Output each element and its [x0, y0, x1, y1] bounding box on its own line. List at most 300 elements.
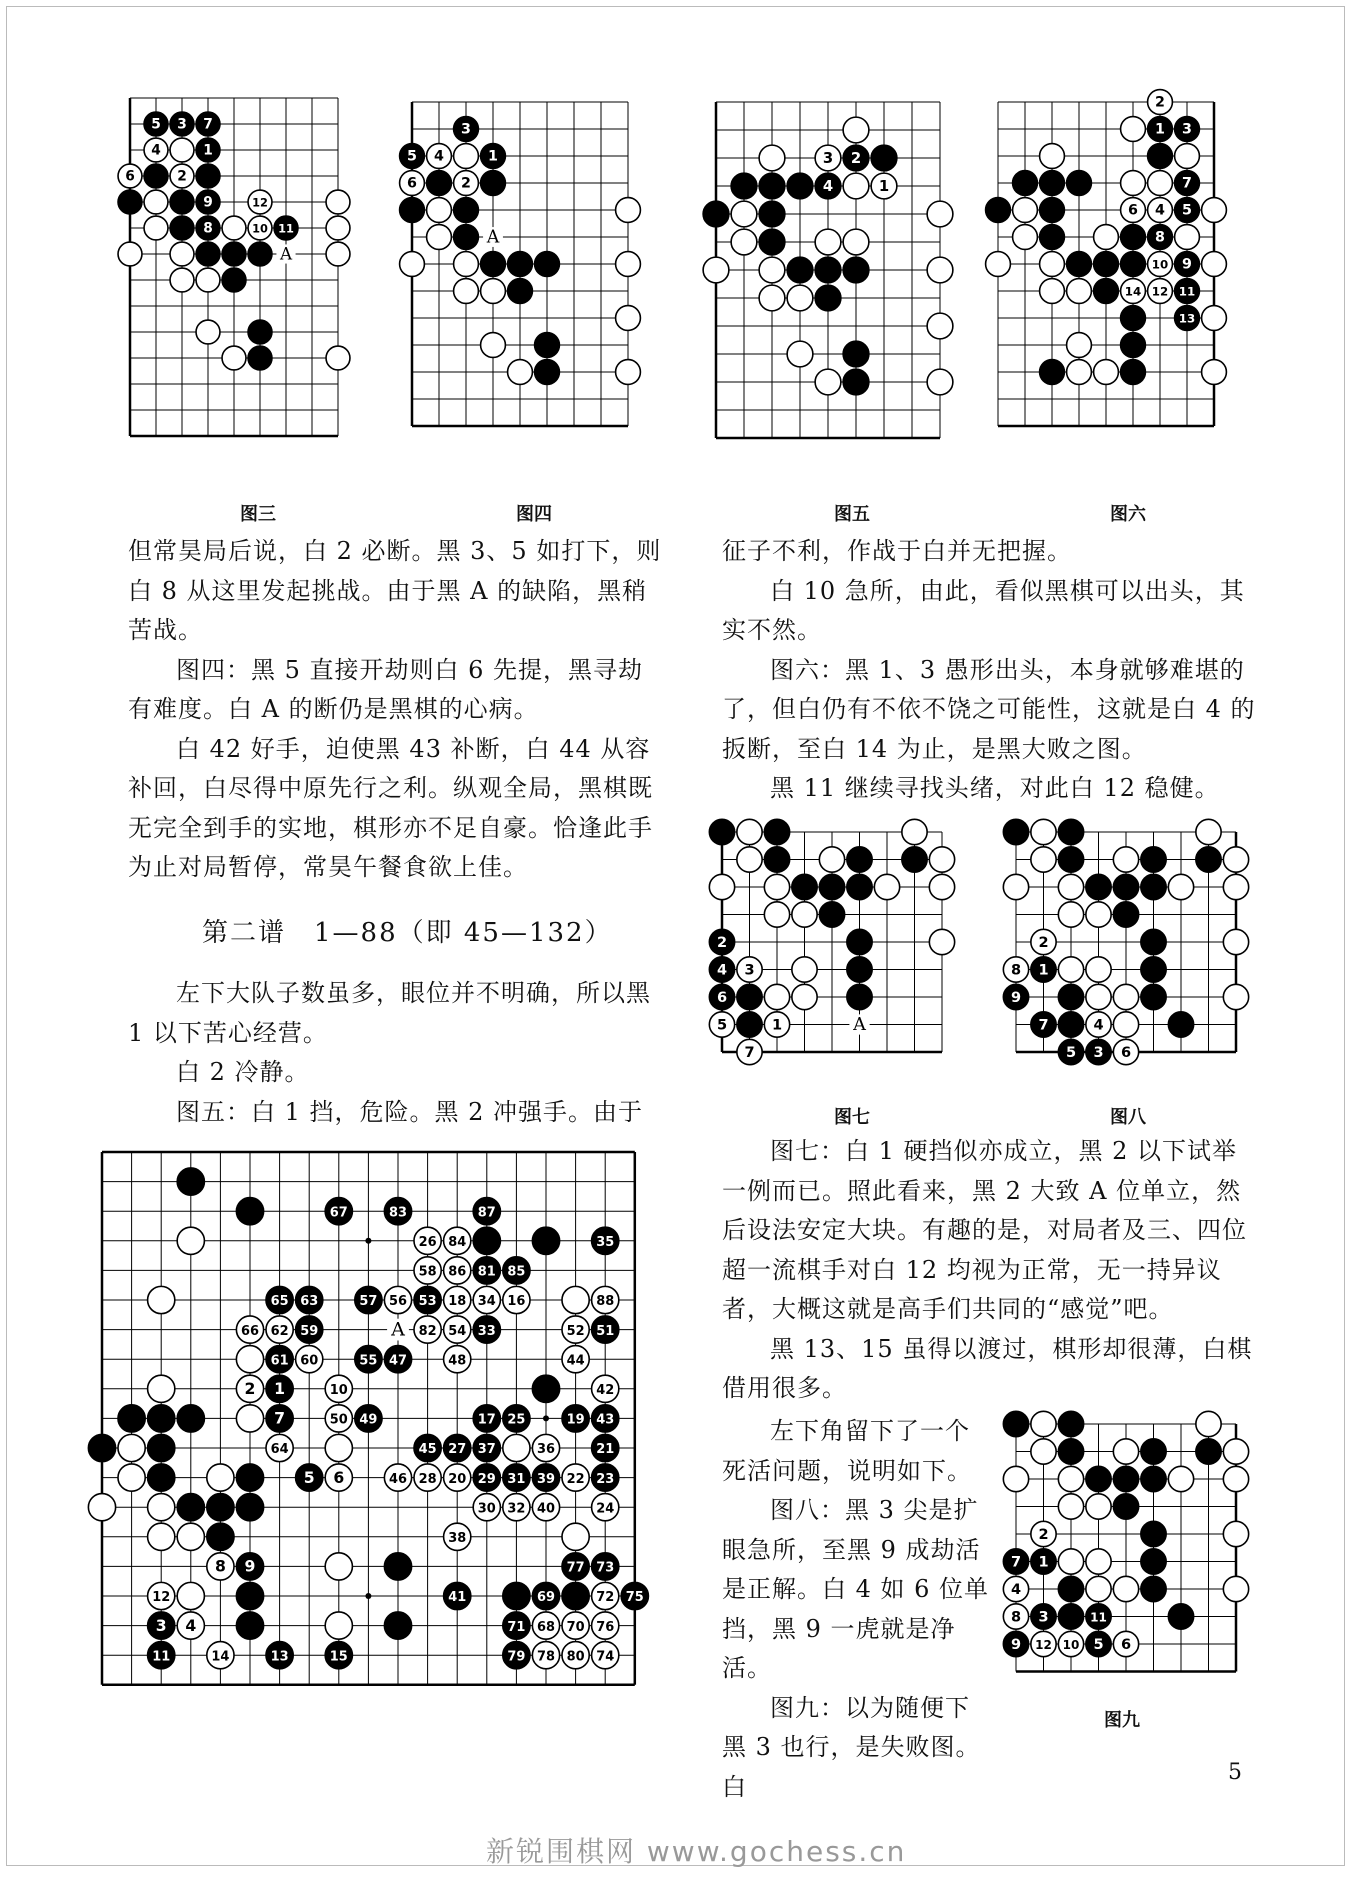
move-number: 8 — [214, 1556, 226, 1576]
move-number: 82 — [418, 1323, 437, 1339]
black-stone — [1058, 1604, 1083, 1629]
white-stone — [1067, 333, 1092, 358]
black-stone — [1141, 1521, 1166, 1546]
white-stone — [731, 201, 757, 227]
move-number: 15 — [329, 1649, 348, 1665]
black-stone — [847, 957, 872, 982]
move-number: 6 — [407, 175, 417, 192]
move-number: 72 — [596, 1590, 615, 1606]
move-number: 10 — [252, 221, 268, 236]
move-number: 3 — [1182, 121, 1192, 138]
white-stone — [616, 252, 641, 277]
black-stone — [384, 1553, 411, 1580]
move-number: 63 — [300, 1294, 319, 1310]
white-stone — [1223, 874, 1248, 899]
black-stone — [1121, 252, 1146, 277]
white-stone — [1168, 1466, 1193, 1491]
white-stone — [927, 369, 953, 395]
watermark: 新锐围棋网 www.gochess.cn — [486, 1835, 907, 1868]
black-stone — [1141, 957, 1166, 982]
move-number: 7 — [744, 1044, 755, 1061]
move-number: 78 — [537, 1649, 555, 1665]
white-stone — [927, 257, 953, 283]
white-stone — [118, 1464, 145, 1491]
black-stone — [787, 173, 813, 199]
move-number: 1 — [878, 177, 890, 195]
move-number: 5 — [716, 1017, 728, 1034]
black-stone — [1121, 333, 1146, 358]
paragraph: 征子不利，作战于白并无把握。 — [722, 537, 1072, 565]
move-number: 46 — [389, 1471, 407, 1487]
move-number: 4 — [716, 962, 728, 979]
move-number: 12 — [152, 1590, 171, 1606]
black-stone — [1121, 360, 1146, 385]
move-number: 11 — [278, 221, 294, 236]
black-stone — [508, 252, 533, 277]
paragraph: 图四：黑 5 直接开劫则白 6 先提，黑寻劫有难度。白 A 的断仍是黑棋的心病。 — [128, 655, 644, 723]
black-stone — [481, 171, 506, 196]
white-stone — [792, 957, 817, 982]
black-stone — [1141, 874, 1166, 899]
move-number: 84 — [448, 1234, 467, 1250]
move-number: 9 — [203, 194, 213, 211]
white-stone — [118, 1434, 145, 1461]
move-number: 3 — [822, 149, 834, 167]
move-number: 44 — [566, 1353, 585, 1369]
move-number: 9 — [1010, 1636, 1022, 1653]
black-stone — [1121, 306, 1146, 331]
white-stone — [1094, 360, 1119, 385]
caption-fig6: 图六 — [1110, 504, 1146, 525]
white-stone — [1223, 929, 1248, 954]
black-stone — [1040, 171, 1065, 196]
white-stone — [196, 268, 220, 292]
move-number: 9 — [244, 1556, 256, 1576]
move-number: 22 — [566, 1471, 585, 1487]
black-stone — [1058, 984, 1083, 1009]
white-stone — [986, 252, 1011, 277]
black-stone — [815, 285, 841, 311]
white-stone — [1058, 957, 1083, 982]
black-stone — [503, 1582, 530, 1609]
white-stone — [1067, 279, 1092, 304]
black-stone — [248, 320, 272, 344]
white-stone — [709, 874, 734, 899]
black-stone — [1148, 144, 1173, 169]
move-number: 30 — [477, 1501, 496, 1517]
move-number: 7 — [274, 1408, 286, 1428]
black-stone — [847, 874, 872, 899]
move-number: 88 — [596, 1294, 615, 1310]
move-number: 79 — [507, 1649, 526, 1665]
white-stone — [815, 369, 841, 395]
move-number: 5 — [1065, 1044, 1077, 1061]
white-stone — [792, 984, 817, 1009]
white-stone — [1013, 225, 1038, 250]
black-stone — [1058, 819, 1083, 844]
black-stone — [843, 257, 869, 283]
white-stone — [1013, 198, 1038, 223]
paragraph: 图六：黑 1、3 愚形出头，本身就够难堪的了，但白仍有不依不饶之可能性，这就是白 4 的扳断，至白 14 为止，是黑大败之图。 — [722, 655, 1256, 763]
left-column-upper — [128, 532, 668, 888]
move-number: 3 — [1038, 1609, 1049, 1626]
move-number: 24 — [596, 1501, 615, 1517]
move-number: 49 — [359, 1412, 378, 1428]
move-number: 28 — [418, 1471, 437, 1487]
white-stone — [325, 1553, 352, 1580]
white-stone — [1196, 1411, 1221, 1436]
paragraph: 白 10 急所，由此，看似黑棋可以出头，其实不然。 — [722, 576, 1245, 644]
black-stone — [871, 145, 897, 171]
point-label: A — [486, 227, 500, 248]
white-stone — [819, 847, 844, 872]
move-number: 7 — [203, 116, 213, 133]
black-stone — [1141, 929, 1166, 954]
move-number: 14 — [211, 1649, 230, 1665]
black-stone — [88, 1434, 115, 1461]
white-stone — [148, 1286, 175, 1313]
move-number: 2 — [716, 934, 728, 951]
move-number: 1 — [771, 1017, 783, 1034]
white-stone — [1113, 1576, 1138, 1601]
move-number: 4 — [1093, 1017, 1104, 1034]
go-diagram-fig7 — [708, 818, 966, 1068]
move-number: 5 — [151, 116, 161, 133]
text-line: 黑 3 也行，是失败图。白 — [722, 1733, 981, 1801]
caption-fig3: 图三 — [240, 504, 276, 525]
black-stone — [815, 257, 841, 283]
move-number: 4 — [185, 1615, 197, 1635]
white-stone — [207, 1464, 234, 1491]
white-stone — [1113, 1012, 1138, 1037]
text-line: 左下角留下了一个 — [770, 1417, 970, 1445]
black-stone — [1113, 874, 1138, 899]
black-stone — [236, 1582, 263, 1609]
black-stone — [759, 229, 785, 255]
black-stone — [177, 1405, 204, 1432]
go-diagram-fig8 — [1000, 818, 1258, 1068]
move-number: 10 — [1062, 1637, 1080, 1652]
white-stone — [508, 360, 533, 385]
move-number: 6 — [1128, 202, 1138, 219]
white-stone — [144, 190, 168, 214]
black-stone — [170, 190, 194, 214]
black-stone — [847, 847, 872, 872]
move-number: 86 — [448, 1264, 467, 1280]
white-stone — [170, 268, 194, 292]
black-stone — [1094, 279, 1119, 304]
page-number: 5 — [1228, 1760, 1242, 1785]
move-number: 36 — [537, 1442, 555, 1458]
black-stone — [1013, 171, 1038, 196]
move-number: 7 — [1010, 1554, 1022, 1571]
move-number: 56 — [389, 1294, 407, 1310]
white-stone — [787, 285, 813, 311]
move-number: 27 — [448, 1442, 467, 1458]
black-stone — [1058, 847, 1083, 872]
move-number: 8 — [1010, 1609, 1022, 1626]
black-stone — [1058, 1576, 1083, 1601]
white-stone — [1223, 984, 1248, 1009]
move-number: 5 — [1093, 1636, 1104, 1653]
white-stone — [759, 257, 785, 283]
move-number: 64 — [270, 1442, 289, 1458]
move-number: 5 — [1182, 202, 1192, 219]
white-stone — [815, 229, 841, 255]
go-diagram-fig9 — [1002, 1410, 1258, 1672]
go-diagram-fig4 — [402, 96, 654, 454]
black-stone — [1141, 1466, 1166, 1491]
white-stone — [1121, 171, 1146, 196]
move-number: 4 — [151, 142, 161, 159]
black-stone — [986, 198, 1011, 223]
black-stone — [144, 164, 168, 188]
left-column-lower — [128, 974, 668, 1132]
go-diagram-fig6 — [984, 96, 1234, 454]
move-number: 6 — [333, 1467, 345, 1487]
move-number: 12 — [1151, 284, 1169, 299]
text-line: 图九：以为随便下 — [770, 1693, 970, 1722]
black-stone — [737, 1012, 762, 1037]
black-stone — [1141, 1549, 1166, 1574]
white-stone — [703, 257, 729, 283]
black-stone — [847, 984, 872, 1009]
white-stone — [1113, 847, 1138, 872]
black-stone — [759, 201, 785, 227]
move-number: 4 — [1010, 1581, 1022, 1598]
white-stone — [1040, 252, 1065, 277]
move-number: 10 — [329, 1382, 348, 1398]
move-number: 3 — [744, 962, 755, 979]
white-stone — [454, 279, 479, 304]
white-stone — [1031, 1411, 1056, 1436]
move-number: 1 — [1038, 1554, 1049, 1571]
black-stone — [236, 1612, 263, 1639]
move-number: 26 — [418, 1234, 437, 1250]
black-stone — [819, 874, 844, 899]
move-number: 2 — [1038, 934, 1049, 951]
white-stone — [1202, 360, 1227, 385]
move-number: 53 — [418, 1294, 437, 1310]
move-number: 85 — [507, 1264, 526, 1280]
move-number: 1 — [488, 148, 498, 165]
move-number: 9 — [1182, 256, 1192, 273]
move-number: 34 — [477, 1294, 496, 1310]
black-stone — [118, 1405, 145, 1432]
black-stone — [535, 360, 560, 385]
black-stone — [737, 984, 762, 1009]
move-number: 4 — [1155, 202, 1165, 219]
white-stone — [170, 242, 194, 266]
text-line: 是正解。白 4 如 6 位单 — [722, 1575, 990, 1603]
right-column-middle — [722, 1132, 1262, 1409]
black-stone — [248, 242, 272, 266]
move-number: 25 — [507, 1412, 526, 1428]
caption-fig8: 图八 — [1110, 1107, 1146, 1128]
move-number: 81 — [477, 1264, 496, 1280]
white-stone — [1202, 306, 1227, 331]
move-number: 29 — [477, 1471, 496, 1487]
white-stone — [1113, 984, 1138, 1009]
black-stone — [222, 268, 246, 292]
move-number: 67 — [329, 1205, 348, 1221]
move-number: 1 — [274, 1378, 286, 1398]
white-stone — [874, 874, 899, 899]
white-stone — [1086, 1549, 1111, 1574]
black-stone — [1058, 1411, 1083, 1436]
move-number: 20 — [448, 1471, 467, 1487]
paragraph: 白 42 好手，迫使黑 43 补断，白 44 从容补回，白尽得中原先行之利。纵观全局，黑棋既无完全到手的实地，棋形亦不足自豪。恰逢此手为止对局暂停，常昊午餐食欲上佳。 — [128, 734, 653, 881]
black-stone — [1121, 225, 1146, 250]
move-number: 12 — [1035, 1637, 1052, 1652]
move-number: 2 — [1038, 1526, 1049, 1543]
move-number: 1 — [203, 142, 213, 159]
white-stone — [843, 229, 869, 255]
black-stone — [1040, 360, 1065, 385]
move-number: 5 — [303, 1467, 315, 1487]
go-diagram-main-record — [92, 1140, 698, 1730]
move-number: 76 — [596, 1619, 615, 1635]
white-stone — [1067, 360, 1092, 385]
white-stone — [222, 346, 246, 370]
white-stone — [236, 1405, 263, 1432]
white-stone — [759, 285, 785, 311]
black-stone — [177, 1168, 204, 1195]
white-stone — [1086, 1494, 1111, 1519]
white-stone — [1223, 1576, 1248, 1601]
white-stone — [929, 929, 954, 954]
white-stone — [764, 874, 789, 899]
black-stone — [1058, 1439, 1083, 1464]
white-stone — [1086, 902, 1111, 927]
black-stone — [1040, 198, 1065, 223]
move-number: 8 — [203, 220, 213, 237]
move-number: 62 — [270, 1323, 289, 1339]
black-stone — [1067, 171, 1092, 196]
white-stone — [148, 1523, 175, 1550]
move-number: 74 — [596, 1649, 615, 1665]
white-stone — [843, 173, 869, 199]
black-stone — [177, 1494, 204, 1521]
white-stone — [236, 1346, 263, 1373]
black-stone — [473, 1227, 500, 1254]
white-stone — [1031, 819, 1056, 844]
black-stone — [532, 1227, 559, 1254]
black-stone — [709, 819, 734, 844]
caption-fig7: 图七 — [834, 1107, 870, 1128]
black-stone — [1003, 819, 1028, 844]
black-stone — [759, 173, 785, 199]
caption-fig4: 图四 — [516, 504, 552, 525]
white-stone — [737, 847, 762, 872]
white-stone — [1113, 1439, 1138, 1464]
white-stone — [562, 1286, 589, 1313]
move-number: 77 — [566, 1560, 585, 1576]
white-stone — [764, 984, 789, 1009]
move-number: 8 — [1155, 229, 1165, 246]
white-stone — [1223, 1521, 1248, 1546]
black-stone — [1003, 1411, 1028, 1436]
move-number: 66 — [241, 1323, 259, 1339]
white-stone — [1031, 1439, 1056, 1464]
move-number: 2 — [177, 168, 187, 185]
move-number: 71 — [507, 1619, 526, 1635]
move-number: 33 — [477, 1323, 496, 1339]
white-stone — [1121, 117, 1146, 142]
white-stone — [1086, 957, 1111, 982]
move-number: 3 — [1093, 1044, 1104, 1061]
move-number: 65 — [270, 1294, 289, 1310]
move-number: 48 — [448, 1353, 467, 1369]
move-number: 12 — [252, 195, 268, 210]
white-stone — [170, 138, 194, 162]
paragraph: 但常昊局后说，白 2 必断。黑 3、5 如打下，则白 8 从这里发起挑战。由于黑 A 的缺陷，黑稍苦战。 — [128, 537, 662, 644]
white-stone — [1040, 144, 1065, 169]
black-stone — [787, 257, 813, 283]
caption-fig5: 图五 — [834, 504, 870, 525]
move-number: 3 — [177, 116, 187, 133]
white-stone — [929, 847, 954, 872]
move-number: 2 — [244, 1378, 256, 1398]
white-stone — [503, 1434, 530, 1461]
move-number: 10 — [1151, 257, 1169, 272]
move-number: 4 — [822, 177, 834, 195]
text-line: 死活问题，说明如下。 — [722, 1456, 972, 1485]
black-stone — [1141, 1439, 1166, 1464]
section-heading: 第二谱 1—88（即 45—132） — [202, 918, 613, 948]
move-number: 18 — [448, 1294, 467, 1310]
paragraph: 图五：白 1 挡，危险。黑 2 冲强手。由于 — [176, 1097, 644, 1126]
move-number: 68 — [537, 1619, 555, 1635]
move-number: 61 — [270, 1353, 289, 1369]
white-stone — [400, 252, 425, 277]
move-number: 80 — [566, 1649, 585, 1665]
right-column-lower — [722, 1412, 1004, 1807]
white-stone — [1086, 1576, 1111, 1601]
white-stone — [427, 225, 452, 250]
black-stone — [532, 1375, 559, 1402]
black-stone — [535, 252, 560, 277]
white-stone — [1202, 252, 1227, 277]
star-point — [543, 1415, 549, 1421]
move-number: 69 — [537, 1590, 555, 1606]
black-stone — [843, 369, 869, 395]
move-number: 32 — [507, 1501, 526, 1517]
move-number: 3 — [155, 1615, 167, 1635]
white-stone — [792, 902, 817, 927]
white-stone — [326, 190, 350, 214]
paragraph: 黑 11 继续寻找头绪，对此白 12 稳健。 — [770, 774, 1220, 802]
black-stone — [1168, 1604, 1193, 1629]
black-stone — [148, 1405, 175, 1432]
black-stone — [1040, 225, 1065, 250]
white-stone — [177, 1227, 204, 1254]
white-stone — [1058, 1466, 1083, 1491]
white-stone — [1058, 1549, 1083, 1574]
go-diagram-fig3 — [125, 96, 368, 450]
move-number: 23 — [596, 1471, 615, 1487]
white-stone — [481, 279, 506, 304]
white-stone — [616, 360, 641, 385]
white-stone — [616, 306, 641, 331]
move-number: 47 — [389, 1353, 407, 1369]
move-number: 45 — [418, 1442, 437, 1458]
white-stone — [1223, 847, 1248, 872]
white-stone — [929, 874, 954, 899]
white-stone — [1196, 819, 1221, 844]
move-number: 7 — [1182, 175, 1192, 192]
black-stone — [170, 216, 194, 240]
